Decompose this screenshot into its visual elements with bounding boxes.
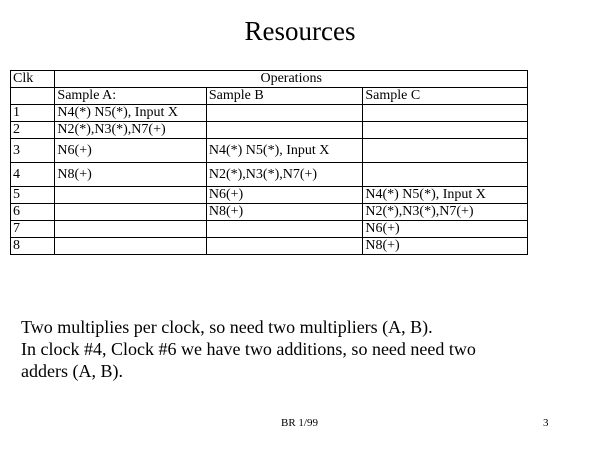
- sample-a-cell: [55, 238, 206, 255]
- sample-a-cell: [55, 221, 206, 238]
- sample-a-cell: N8(+): [55, 163, 206, 187]
- table-row: [11, 105, 528, 122]
- sample-b-cell: [206, 122, 363, 139]
- sample-b-cell: N4(*) N5(*), Input X: [206, 139, 363, 163]
- sample-c-header: Sample C: [363, 88, 528, 105]
- sample-a-cell: [55, 187, 206, 204]
- sample-a-cell: N2(*),N3(*),N7(+): [55, 122, 206, 139]
- sample-a-cell: N4(*) N5(*), Input X: [55, 105, 206, 122]
- footer-label: BR 1/99: [281, 417, 318, 429]
- sample-c-cell: [363, 163, 528, 187]
- table-row: [11, 163, 528, 187]
- clk-cell: 2: [11, 122, 55, 139]
- sample-c-cell: [363, 139, 528, 163]
- sample-c-cell: N4(*) N5(*), Input X: [363, 187, 528, 204]
- sample-a-header: Sample A:: [55, 88, 206, 105]
- sample-c-cell: [363, 122, 528, 139]
- clk-cell: 6: [11, 204, 55, 221]
- table-row: [11, 187, 528, 204]
- table-row: [11, 221, 528, 238]
- page-title: Resources: [244, 16, 356, 46]
- explanation-line-3: adders (A, B).: [21, 361, 123, 381]
- sample-b-cell: [206, 238, 363, 255]
- sample-b-header: Sample B: [206, 88, 363, 105]
- table-row: [11, 122, 528, 139]
- sample-c-cell: [363, 105, 528, 122]
- sample-b-cell: N2(*),N3(*),N7(+): [206, 163, 363, 187]
- sample-c-cell: N6(+): [363, 221, 528, 238]
- sample-b-cell: N8(+): [206, 204, 363, 221]
- explanation-line-1: Two multiplies per clock, so need two multipliers (A, B).: [21, 317, 433, 337]
- explanation-text: [21, 316, 591, 382]
- sample-header-empty: [11, 88, 55, 105]
- sample-c-cell: N2(*),N3(*),N7(+): [363, 204, 528, 221]
- sample-b-cell: N6(+): [206, 187, 363, 204]
- table-header-row: [11, 71, 528, 88]
- table-row: [11, 204, 528, 221]
- clk-cell: 8: [11, 238, 55, 255]
- clk-cell: 1: [11, 105, 55, 122]
- clk-cell: 5: [11, 187, 55, 204]
- page-number: 3: [543, 417, 549, 429]
- sample-c-cell: N8(+): [363, 238, 528, 255]
- clk-cell: 3: [11, 139, 55, 163]
- sample-b-cell: [206, 221, 363, 238]
- table-row: [11, 238, 528, 255]
- sample-b-cell: [206, 105, 363, 122]
- sample-header-row: [11, 88, 528, 105]
- sample-a-cell: N6(+): [55, 139, 206, 163]
- operations-header: Operations: [55, 71, 528, 88]
- clk-header: Clk: [11, 71, 55, 88]
- clk-cell: 4: [11, 163, 55, 187]
- explanation-line-2: In clock #4, Clock #6 we have two additions, so need need two: [21, 339, 476, 359]
- table-row: [11, 139, 528, 163]
- operations-table: [10, 70, 528, 255]
- sample-a-cell: [55, 204, 206, 221]
- clk-cell: 7: [11, 221, 55, 238]
